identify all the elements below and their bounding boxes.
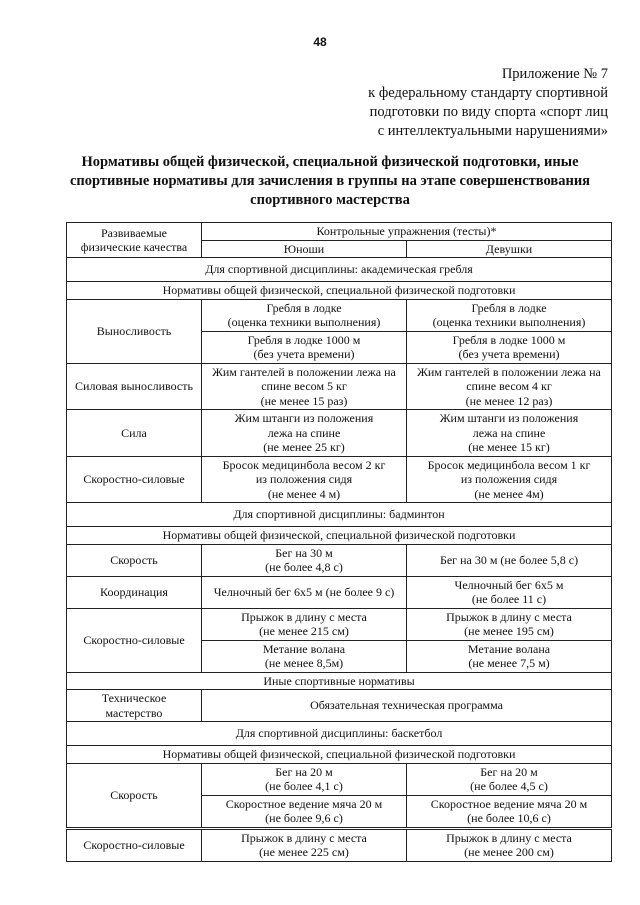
girls-norm-cell xyxy=(407,410,612,457)
norm-line: Бросок медицинбола весом 2 кг xyxy=(222,457,386,472)
table-row xyxy=(67,690,612,722)
norm-line: Бросок медицинбола весом 1 кг xyxy=(427,457,591,472)
subhead-row xyxy=(67,672,612,690)
girls-norm-cell xyxy=(407,331,612,363)
norm-line: Гребля в лодке 1000 м xyxy=(247,332,361,347)
boys-norm-cell xyxy=(202,795,407,828)
norm-line: Гребля в лодке xyxy=(471,300,547,315)
girls-norm-cell xyxy=(407,363,612,410)
quality-cell: Скоростно-силовые xyxy=(67,828,202,861)
norm-line: из положения сидя xyxy=(460,472,558,486)
header-quality-line: Развиваемые xyxy=(101,225,167,240)
norm-line: (не менее 8,5м) xyxy=(264,656,344,670)
quality-cell: Силовая выносливость xyxy=(67,363,202,410)
boys-norm-cell xyxy=(202,331,407,363)
header-boys-cell: Юноши xyxy=(202,240,407,258)
norm-line: (не менее 4м) xyxy=(474,486,544,501)
table-row xyxy=(67,608,612,640)
quality-cell: Скоростно-силовые xyxy=(67,456,202,503)
girls-norm-cell xyxy=(407,763,612,795)
norm-line: Жим гантелей в положении лежа на xyxy=(212,364,396,379)
norm-line: (без учета времени) xyxy=(253,347,355,361)
subhead-gpp: Нормативы общей физической, специальной физической подготовки xyxy=(67,527,612,545)
subhead-gpp: Нормативы общей физической, специальной физической подготовки xyxy=(67,282,612,300)
norm-line: Прыжок в длину с места xyxy=(446,609,572,624)
norm-line: лежа на спине xyxy=(267,425,341,440)
norm-line: Жим штанги из положения xyxy=(234,411,374,425)
norm-line: (оценка техники выполнения) xyxy=(227,315,381,329)
header-quality-line: физические качества xyxy=(80,240,188,254)
norm-line: Метание волана xyxy=(262,641,346,656)
boys-norm-cell xyxy=(202,544,407,576)
section-row xyxy=(67,722,612,746)
norm-line: Бег на 20 м xyxy=(480,764,538,779)
norm-line: (не более 11 с) xyxy=(471,592,547,606)
girls-norm-cell xyxy=(407,640,612,672)
norm-line: Бег на 20 м xyxy=(275,764,333,779)
appendix-reference xyxy=(308,65,608,141)
appendix-line: к федеральному стандарту спортивной xyxy=(368,85,608,101)
boys-norm-cell xyxy=(202,410,407,457)
norm-line: Метание волана xyxy=(467,641,551,656)
table-row xyxy=(67,544,612,576)
norm-line: Скоростное ведение мяча 20 м xyxy=(225,796,383,811)
header-girls-cell: Девушки xyxy=(407,240,612,258)
appendix-line: подготовки по виду спорта «спорт лиц xyxy=(369,104,608,120)
norm-line: Бег на 30 м xyxy=(275,545,333,560)
document-title xyxy=(40,153,620,210)
table-row xyxy=(67,410,612,457)
norm-line: Прыжок в длину с места xyxy=(241,609,367,624)
section-badminton: Для спортивной дисциплины: бадминтон xyxy=(67,503,612,527)
program-cell: Обязательная техническая программа xyxy=(202,690,612,722)
norm-line: лежа на спине xyxy=(472,425,546,440)
subhead-row xyxy=(67,527,612,545)
norm-line: (без учета времени) xyxy=(458,347,560,361)
boys-norm-cell xyxy=(202,456,407,503)
norm-line: (не менее 225 см) xyxy=(259,845,349,859)
norm-line: (не менее 215 см) xyxy=(259,624,349,638)
girls-norm-cell xyxy=(407,299,612,331)
table-row xyxy=(67,363,612,410)
norm-line: из положения сидя xyxy=(255,472,353,486)
norm-line: спине весом 4 кг xyxy=(466,379,552,393)
norm-line: (не более 9,6 с) xyxy=(265,811,343,825)
norm-line: Прыжок в длину с места xyxy=(241,830,367,845)
quality-line: мастерство xyxy=(105,705,163,720)
norm-line: Жим штанги из положения xyxy=(439,411,579,425)
quality-cell: Координация xyxy=(67,576,202,608)
quality-cell: Скорость xyxy=(67,763,202,828)
norm-line: (не менее 15 кг) xyxy=(468,440,550,454)
girls-norm-cell xyxy=(407,544,612,576)
boys-norm-cell xyxy=(202,640,407,672)
page-number: 48 xyxy=(313,35,327,49)
girls-norm-cell xyxy=(407,608,612,640)
table-row xyxy=(67,576,612,608)
quality-cell xyxy=(67,690,202,722)
boys-norm-cell xyxy=(202,363,407,410)
norm-line: (не менее 200 см) xyxy=(464,845,554,859)
norm-line: (не более 4,1 с) xyxy=(265,779,343,793)
section-row xyxy=(67,258,612,282)
quality-cell: Скоростно-силовые xyxy=(67,608,202,672)
norm-line: Челночный бег 6х5 м xyxy=(454,577,564,592)
norm-line: Бег на 30 м (не более 5,8 с) xyxy=(439,552,579,567)
appendix-line: Приложение № 7 xyxy=(501,66,608,82)
girls-norm-cell xyxy=(407,795,612,828)
table-row xyxy=(67,299,612,331)
norm-line: (не более 10,6 с) xyxy=(467,811,551,825)
subhead-other-norms: Иные спортивные нормативы xyxy=(67,672,612,690)
norm-line: Жим гантелей в положении лежа на xyxy=(417,364,601,379)
subhead-gpp: Нормативы общей физической, специальной физической подготовки xyxy=(67,746,612,764)
boys-norm-cell xyxy=(202,299,407,331)
norm-line: (не менее 195 см) xyxy=(464,624,554,638)
norm-line: Гребля в лодке 1000 м xyxy=(452,332,566,347)
subhead-row xyxy=(67,746,612,764)
norm-line: (не более 4,5 с) xyxy=(470,779,548,793)
table-row xyxy=(67,456,612,503)
header-tests-cell: Контрольные упражнения (тесты)* xyxy=(202,223,612,241)
section-rowing: Для спортивной дисциплины: академическая гребля xyxy=(67,258,612,282)
section-row xyxy=(67,503,612,527)
quality-cell: Сила xyxy=(67,410,202,457)
title-line: спортивные нормативы для зачисления в группы на этапе совершенствования xyxy=(69,173,591,189)
table-row xyxy=(67,828,612,861)
section-basketball: Для спортивной дисциплины: баскетбол xyxy=(67,722,612,746)
table-header-row xyxy=(67,223,612,241)
girls-norm-cell xyxy=(407,576,612,608)
girls-norm-cell xyxy=(407,828,612,861)
table-row xyxy=(67,763,612,795)
norm-line: (не менее 7,5 м) xyxy=(468,656,550,670)
norm-line: спине весом 5 кг xyxy=(261,379,347,393)
norm-line: Скоростное ведение мяча 20 м xyxy=(430,796,588,811)
standards-table xyxy=(66,222,612,862)
norm-line: (не более 4,8 с) xyxy=(265,560,343,574)
boys-norm-cell xyxy=(202,608,407,640)
norm-line: Челночный бег 6х5 м (не более 9 с) xyxy=(213,584,395,599)
title-line: спортивного мастерства xyxy=(250,192,410,208)
boys-norm-cell xyxy=(202,576,407,608)
boys-norm-cell xyxy=(202,828,407,861)
quality-line: Техническое xyxy=(101,691,167,705)
appendix-line: с интеллектуальными нарушениями» xyxy=(377,123,608,139)
header-quality-cell xyxy=(67,223,202,258)
quality-cell: Скорость xyxy=(67,544,202,576)
norm-line: (не менее 12 раз) xyxy=(465,393,553,408)
title-line: Нормативы общей физической, специальной физической подготовки, иные xyxy=(81,154,579,170)
norm-line: Гребля в лодке xyxy=(266,300,342,315)
boys-norm-cell xyxy=(202,763,407,795)
norm-line: (не менее 15 раз) xyxy=(260,393,348,408)
norm-line: (не менее 4 м) xyxy=(267,486,341,501)
girls-norm-cell xyxy=(407,456,612,503)
subhead-row xyxy=(67,282,612,300)
quality-cell: Выносливость xyxy=(67,299,202,363)
norm-line: (оценка техники выполнения) xyxy=(432,315,586,329)
norm-line: (не менее 25 кг) xyxy=(263,440,345,454)
norm-line: Прыжок в длину с места xyxy=(446,830,572,845)
